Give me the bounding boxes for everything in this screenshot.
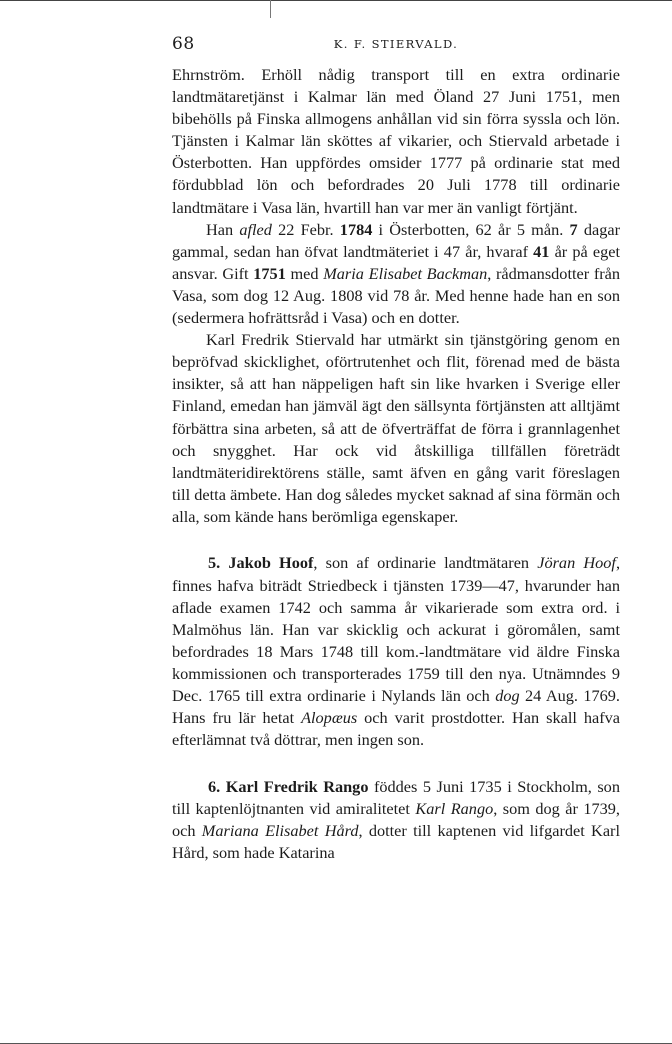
top-rule — [0, 0, 672, 1]
page-number: 68 — [172, 34, 195, 54]
paragraph-text: Ehrnström. Erhöll nådig transport till en extra ordinarie landtmätaretjänst i Kalmar län med Öland 27 Juni 1751, men bibehölls på Finska allmogens anhållan vid sin förra syssla och lön. Tjänsten i Kalmar län sköttes af vikarier, och Stiervald arbetade i Österbotten. Han uppfördes omsider 1777 på ordinarie stat med fördubblad lön och befordrades 20 Juli 1778 till ordinarie landtmätare i Vasa län, hvartill han var mer än vanligt förtjänt. — [172, 65, 620, 217]
paragraph-stiervald-death — [172, 219, 620, 329]
paragraph-text: Karl Fredrik Stiervald har utmärkt sin tjänstgöring genom en bepröfvad skicklighet, oförtrutenhet och flit, förenad med de bästa insikter, så att han näppeligen haft sin like hvarken i Sverige eller Finland, emedan han jämväl ägt den sällsynta förtjänsten att alltjämt förbättra sina arbeten, så att de öfverträffat de förra i grannlagenhet och snygghet. Har ock vid åtskilliga tillfällen företrädt landtmäteridirektörens ställe, samt äfven en gång varit föreslagen till detta ämbete. Han dog således mycket saknad af sina förmän och alla, som kände hans berömliga egenskaper. — [172, 330, 620, 526]
paragraph-stiervald-career — [172, 64, 620, 219]
paragraph-text: föddes 5 Juni 1735 i Stockholm, son till kaptenlöjtnanten vid amiralitetet Karl Rango, som dog år 1739, och Mariana Elisabet Hård, dotter till kaptenen vid lifgardet Karl Hård, som hade Katarina — [172, 776, 620, 863]
entry-name: Karl Fredrik Rango — [225, 776, 369, 796]
paragraph-text: , son af ordinarie landtmätaren Jöran Hoof, finnes hafva biträdt Striedbeck i tjänsten 1739—47, hvarunder han aflade examen 1742 och samma år vikarierade som extra ord. i Malmöhus län. Han var skicklig och ackurat i göromålen, samt befordrades 18 Mars 1748 till kom.-landtmätare vid äldre Finska kommissionen och transporterades 1759 till den nya. Utnämndes 9 Dec. 1765 till extra ordinarie i Nylands län och dog 24 Aug. 1769. Hans fru lär hetat Alopæus och varit prostdotter. Han skall hafva efterlämnat två döttrar, men ingen son. — [172, 553, 621, 750]
entry-jakob-hoof — [172, 552, 620, 751]
entry-number: 6. — [208, 776, 221, 796]
page-header — [172, 34, 620, 58]
entry-name: Jakob Hoof — [228, 553, 314, 573]
top-crop-mark — [270, 0, 271, 18]
body-text — [172, 64, 620, 864]
entry-karl-fredrik-rango — [172, 776, 620, 864]
paragraph-text: Han afled 22 Febr. 1784 i Österbotten, 62 år 5 mån. 7 dagar gammal, sedan han öfvat landtmäteriet i 47 år, hvaraf 41 år på eget ansvar. Gift 1751 med Maria Elisabet Backman, rådmansdotter från Vasa, som dog 12 Aug. 1808 vid 78 år. Med henne hade han en son (sedermera hofrättsråd i Vasa) och en dotter. — [172, 219, 621, 328]
entry-number: 5. — [208, 553, 221, 573]
running-head: K. F. STIERVALD. — [333, 37, 459, 51]
paragraph-stiervald-merits — [172, 329, 620, 528]
